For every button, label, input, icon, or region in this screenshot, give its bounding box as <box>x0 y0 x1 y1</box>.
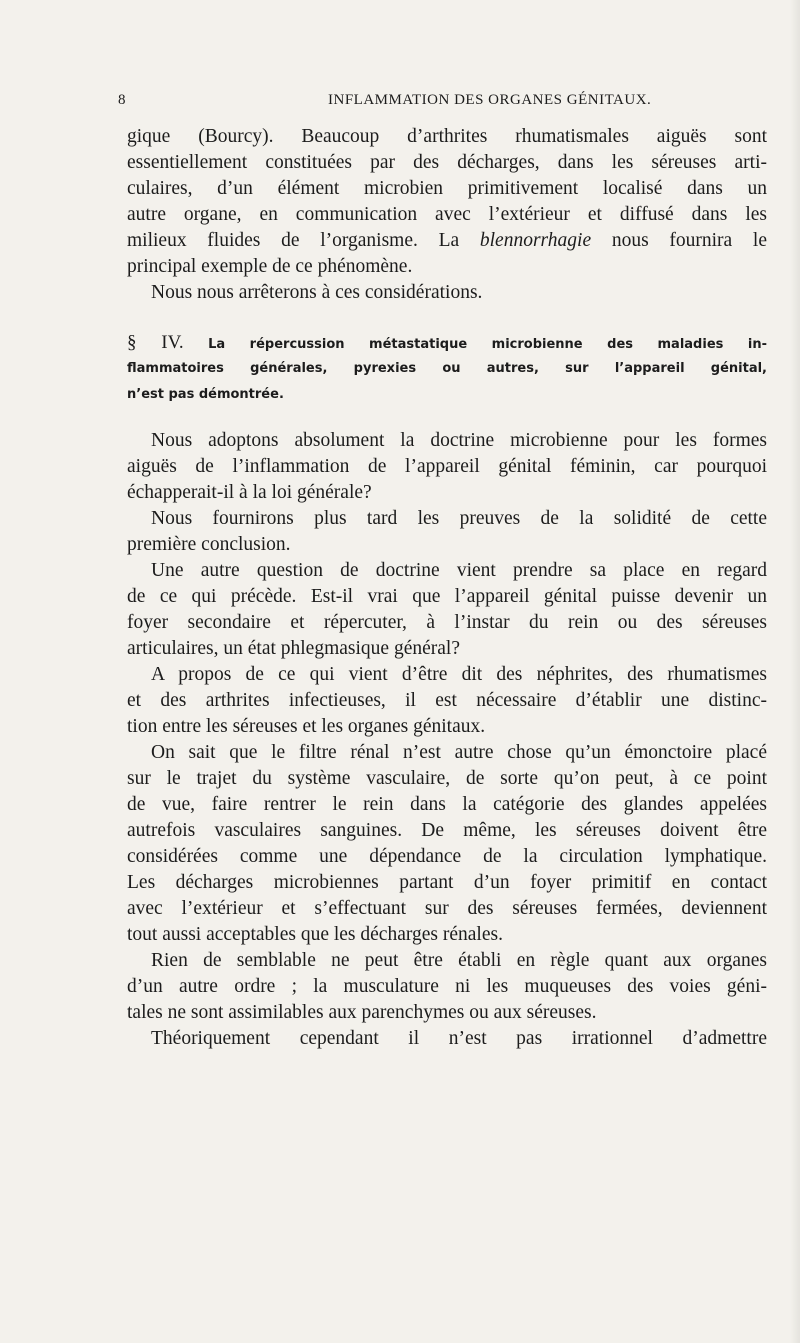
page-header <box>118 92 762 118</box>
text-line: culaires, d’un élément microbien primitivement localisé dans un <box>127 178 767 199</box>
paragraph-1 <box>127 124 767 280</box>
text-line: foyer secondaire et répercuter, à l’instar du rein ou des séreuses <box>127 612 767 633</box>
paragraph-8 <box>127 948 767 1026</box>
body-text <box>127 124 767 1052</box>
spacer <box>127 408 767 428</box>
text-line: tion entre les séreuses et les organes génitaux. <box>127 716 486 737</box>
paragraph-9 <box>127 1026 767 1052</box>
paragraph-6 <box>127 662 767 740</box>
text-line: tales ne sont assimilables aux parenchymes ou aux séreuses. <box>127 1002 597 1023</box>
page-edge-shadow <box>790 0 800 1343</box>
text-line: Rien de semblable ne peut être établi en règle quant aux organes <box>151 950 767 971</box>
text-line: première conclusion. <box>127 534 291 555</box>
text-segment: nous fournira le <box>591 230 767 251</box>
section-heading <box>127 330 767 408</box>
text-line: tout aussi acceptables que les décharges rénales. <box>127 924 503 945</box>
text-line: Nous fournirons plus tard les preuves de la solidité de cette <box>151 508 767 529</box>
text-line: de vue, faire rentrer le rein dans la catégorie des glandes appelées <box>127 794 767 815</box>
text-line: On sait que le filtre rénal n’est autre chose qu’un émonctoire placé <box>151 742 767 763</box>
heading-line: flammatoires générales, pyrexies ou autres, sur l’appareil génital, <box>127 361 767 376</box>
text-line: échapperait-il à la loi générale? <box>127 482 372 503</box>
text-segment: milieux fluides de l’organisme. La <box>127 230 460 251</box>
text-line: de ce qui précède. Est-il vrai que l’appareil génital puisse devenir un <box>127 586 767 607</box>
text-line: autre organe, en communication avec l’extérieur et diffusé dans les <box>127 204 767 225</box>
text-line: considérées comme une dépendance de la circulation lymphatique. <box>127 846 767 867</box>
spacer <box>127 306 767 330</box>
text-line: autrefois vasculaires sanguines. De même, les séreuses doivent être <box>127 820 767 841</box>
text-line: d’un autre ordre ; la musculature ni les muqueuses des voies géni- <box>127 976 767 997</box>
text-line: A propos de ce qui vient d’être dit des néphrites, des rhumatismes <box>151 664 767 685</box>
paragraph-3 <box>127 428 767 506</box>
page-number: 8 <box>118 92 126 108</box>
text-line: essentiellement constituées par des décharges, dans les séreuses arti- <box>127 152 767 173</box>
text-line: avec l’extérieur et s’effectuant sur des séreuses fermées, deviennent <box>127 898 767 919</box>
paragraph-4 <box>127 506 767 558</box>
running-title: INFLAMMATION DES ORGANES GÉNITAUX. <box>328 92 652 108</box>
paragraph-7 <box>127 740 767 948</box>
paragraph-5 <box>127 558 767 662</box>
text-line: Les décharges microbiennes partant d’un foyer primitif en contact <box>127 872 767 893</box>
italic-term: blennorrhagie <box>479 230 592 251</box>
text-line: gique (Bourcy). Beaucoup d’arthrites rhumatismales aiguës sont <box>127 126 767 147</box>
section-symbol: § IV. <box>127 332 184 353</box>
text-line: articulaires, un état phlegmasique général? <box>127 638 460 659</box>
text-line: aiguës de l’inflammation de l’appareil génital féminin, car pourquoi <box>127 456 767 477</box>
text-line: sur le trajet du système vasculaire, de sorte qu’on peut, à ce point <box>127 768 767 789</box>
text-line <box>127 228 767 254</box>
text-line: Nous nous arrêterons à ces considérations. <box>151 282 483 303</box>
text-line: et des arthrites infectieuses, il est nécessaire d’établir une distinc- <box>127 690 767 711</box>
text-line: Une autre question de doctrine vient prendre sa place en regard <box>151 560 767 581</box>
heading-line <box>127 330 767 356</box>
text-line: principal exemple de ce phénomène. <box>127 256 413 277</box>
text-line: Théoriquement cependant il n’est pas irrationnel d’admettre <box>151 1028 767 1049</box>
text-line: Nous adoptons absolument la doctrine microbienne pour les formes <box>151 430 767 451</box>
heading-line: n’est pas démontrée. <box>127 387 284 402</box>
heading-text: La répercussion métastatique microbienne des maladies in- <box>208 337 767 352</box>
paragraph-2 <box>127 280 767 306</box>
